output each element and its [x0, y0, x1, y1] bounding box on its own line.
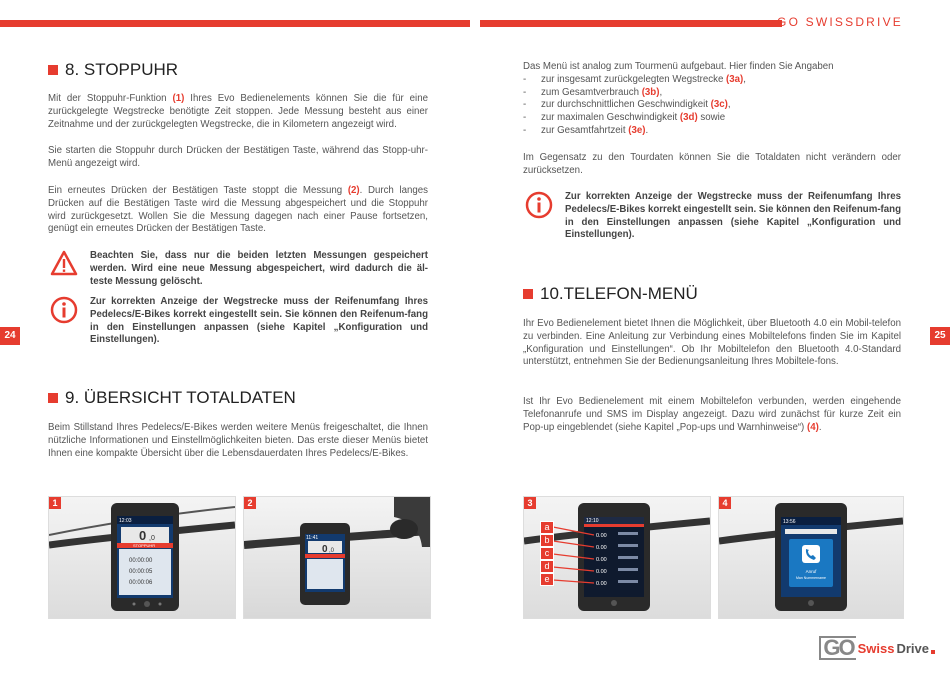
section-10-heading — [523, 284, 698, 304]
header-bar-right — [480, 20, 782, 27]
screen-value-d: 0.00 — [596, 569, 607, 575]
warning-note — [50, 250, 428, 288]
callout-label-e: e — [540, 573, 554, 586]
section-8-paragraph-3: Ein erneutes Drücken der Bestätigen Taste stoppt die Messung (2). Durch langes Drücken auf die Bestätigen Taste wird die Messung abgespeichert und die Stoppuhr wird zurückgesetzt. Wollen Sie die Messung dagegen nach einer Pause fortsetzen, genügt ein erneutes Drücken der Bestätigen Taste. — [48, 185, 428, 235]
go-swissdrive-logo — [819, 636, 935, 660]
info-text-right: Zur korrekten Anzeige der Wegstrecke muss der Reifenumfang Ihres Pedelecs/E-Bikes korrekt eingestellt sein. Sie können den Reifenum-fang in den Einstellungen anpassen (siehe Kapitel „Konfiguration und Einstellungen). — [565, 191, 901, 241]
photo-phone-popup — [718, 496, 904, 619]
ref-4: (4) — [806, 421, 819, 433]
callout-label-a: a — [540, 521, 554, 534]
screen-row-1: 00:00:00 — [129, 558, 153, 564]
screen-speed-decimal: ,0 — [329, 548, 335, 554]
right-paragraph-tourdaten: Im Gegensatz zu den Tourdaten können Sie die Totaldaten nicht verändern oder zurücksetzen. — [523, 152, 901, 176]
screen-value-e: 0.00 — [596, 581, 607, 587]
section-8-heading — [48, 60, 178, 80]
heading-square-icon — [48, 65, 58, 75]
photo-badge-3: 3 — [524, 497, 536, 509]
screen-time: 12:03 — [119, 518, 132, 524]
heading-square-icon — [523, 289, 533, 299]
list-item: - zur insgesamt zurückgelegten Wegstrecke (3a), — [523, 74, 901, 87]
photo-total-data — [523, 496, 711, 619]
info-text-left: Zur korrekten Anzeige der Wegstrecke muss der Reifenumfang Ihres Pedelecs/E-Bikes korrekt eingestellt sein. Sie können den Reifenum-fang in den Einstellungen anpassen (siehe Kapitel „Konfiguration und Einstellungen). — [90, 296, 428, 346]
screen-speed: 0 — [139, 528, 147, 543]
page-number-left: 24 — [0, 327, 20, 345]
photo-stopwatch-stopped — [243, 496, 431, 619]
header-bar-left — [0, 20, 470, 27]
photo-badge-2: 2 — [244, 497, 256, 509]
info-note-right — [525, 191, 901, 242]
callout-label-c: c — [540, 547, 554, 560]
info-icon — [50, 296, 78, 347]
page-number-right: 25 — [930, 327, 950, 345]
section-8-paragraph-1: Mit der Stoppuhr-Funktion (1) Ihres Evo Bedienelements können Sie die für eine zurückgelegte Wegstrecke benötigte Zeit stoppen. Jede Messung besteht aus einer Zeitnahme und der zurückgelegten Wegstrecke, die in Kilometern angezeigt wird. — [48, 93, 428, 130]
section-8-paragraph-2: Sie starten die Stoppuhr durch Drücken der Bestätigen Taste, während das Stopp-uhr-Menü angezeigt wird. — [48, 145, 428, 169]
logo-drive: Drive — [896, 640, 929, 656]
right-intro: Das Menü ist analog zum Tourmenü aufgebaut. Hier finden Sie Angaben - zur insgesamt zurückgelegten Wegstrecke (3a), - zum Gesamtverbrauch (3b), - zur durchschnittlichen Geschwindigkeit (3c), - zur maximalen Geschwindigkeit (3d) sowie - zur Gesamtfahrtzeit (3e). — [523, 61, 901, 138]
photo-badge-4: 4 — [719, 497, 731, 509]
screen-time: 11:41 — [306, 535, 319, 541]
logo-mark: GO — [819, 636, 855, 660]
photo-stopwatch-running — [48, 496, 236, 619]
heading-square-icon — [48, 393, 58, 403]
section-9-title: 9. ÜBERSICHT TOTALDATEN — [65, 388, 296, 407]
screen-value-a: 0.00 — [596, 533, 607, 539]
callout-label-d: d — [540, 560, 554, 573]
warning-triangle-icon — [50, 250, 78, 288]
section-10-title: 10.TELEFON-MENÜ — [540, 284, 698, 303]
warning-text: Beachten Sie, dass nur die beiden letzten Messungen gespeichert werden. Wird eine neue Messung abgespeichert, wird dadurch die äl-teste Messung gelöscht. — [90, 250, 428, 287]
section-10-paragraph-2: Ist Ihr Evo Bedienelement mit einem Mobiltelefon verbunden, werden eingehende Telefonanrufe und SMS im Display angezeigt. Dazu wird zunächst für kurze Zeit ein Pop-up eingeblendet (siehe Kapitel „Pop-ups und Warnhinweise“) (4). — [523, 396, 901, 433]
list-item: - zur maximalen Geschwindigkeit (3d) sowie — [523, 112, 901, 125]
screen-caller-sub: Man Nummername — [796, 576, 826, 580]
screen-value-b: 0.00 — [596, 545, 607, 551]
logo-swiss: Swiss — [857, 640, 895, 656]
screen-time: 13:56 — [783, 519, 796, 525]
list-item: - zur durchschnittlichen Geschwindigkeit (3c), — [523, 99, 901, 112]
callout-label-b: b — [540, 534, 554, 547]
ref-2: (2) — [347, 185, 360, 196]
screen-row-3: 00:00:06 — [129, 580, 153, 586]
info-note-left — [50, 296, 428, 347]
list-item: - zur Gesamtfahrtzeit (3e). — [523, 125, 901, 138]
section-8-title: 8. STOPPUHR — [65, 60, 179, 79]
screen-time: 12:10 — [586, 518, 599, 524]
brand-name: GO SWISSDRIVE — [777, 15, 903, 29]
screen-speed-decimal: ,0 — [149, 535, 155, 542]
section-9-paragraph-1: Beim Stillstand Ihres Pedelecs/E-Bikes werden weitere Menüs freigeschaltet, die Ihnen nützliche Informationen und Einstellmöglichkeiten bieten. Das erste dieser Menüs bietet Ihnen eine kompakte Übersicht über die Lebensdauerdaten Ihres Pedelecs/E-Bikes. — [48, 422, 428, 459]
photo-badge-1: 1 — [49, 497, 61, 509]
screen-speed: 0 — [322, 544, 328, 555]
screen-value-c: 0.00 — [596, 557, 607, 563]
totaldata-list — [523, 74, 901, 138]
logo-dot — [931, 650, 935, 654]
section-10-paragraph-1: Ihr Evo Bedienelement bietet Ihnen die Möglichkeit, über Bluetooth 4.0 ein Mobil-telefon zu verbinden. Eine Anleitung zur Verbindung eines Mobiltelefons finden Sie im Kapitel „Konfiguration und Einstellungen“. Ob Ihr Mobiltelefon den Bluetooth 4.0-Standard unterstützt, entnehmen Sie der Bedienungsanleitung Ihres Mobiltele-fons. — [523, 318, 901, 368]
ref-1: (1) — [172, 93, 185, 104]
screen-caller: Anruf — [805, 569, 817, 574]
screen-label: STOPPUHR — [133, 543, 156, 548]
info-icon — [525, 191, 553, 242]
section-9-heading — [48, 388, 296, 408]
list-item: - zum Gesamtverbrauch (3b), — [523, 87, 901, 100]
screen-row-2: 00:00:05 — [129, 569, 153, 575]
